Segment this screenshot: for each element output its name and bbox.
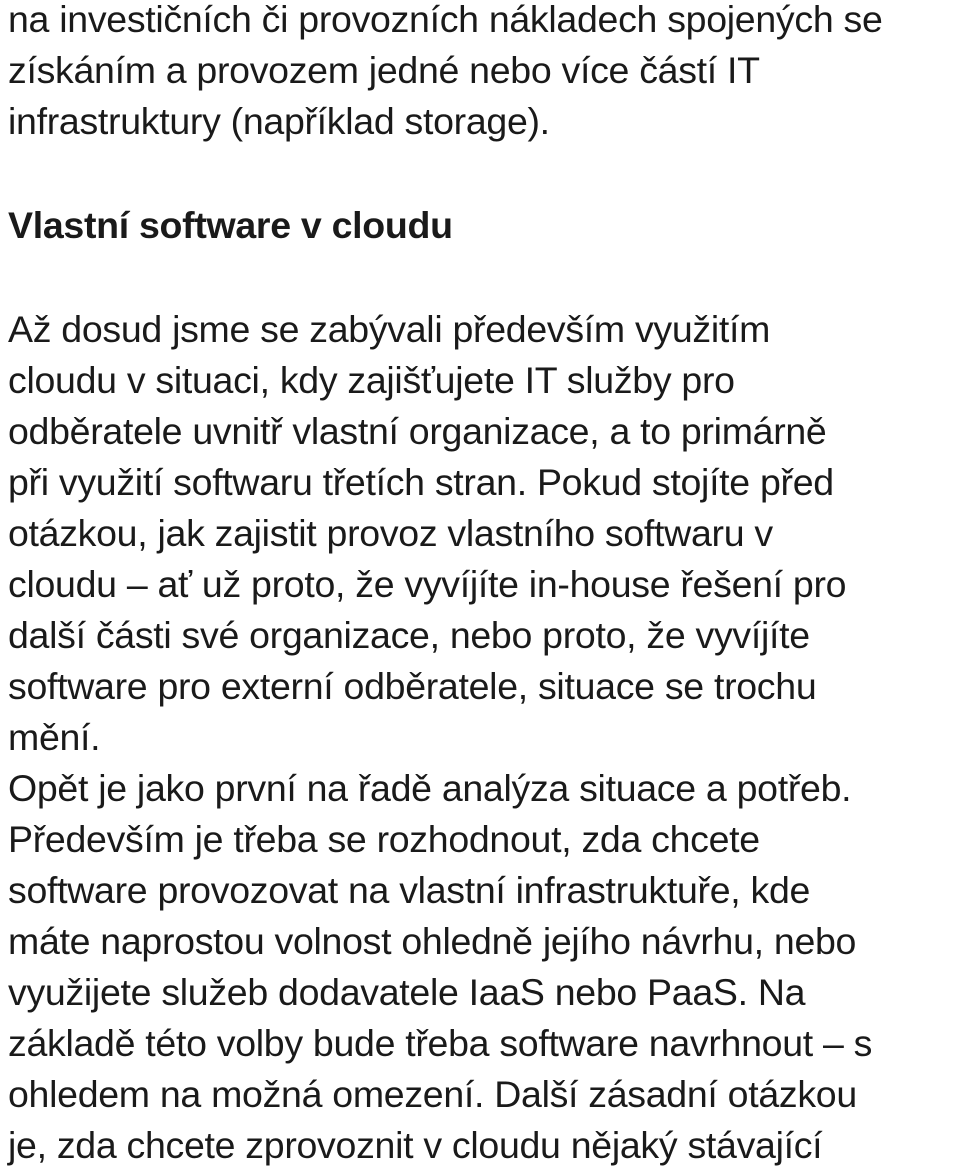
- text-line: otázkou, jak zajistit provoz vlastního softwaru v: [8, 512, 773, 554]
- text-line: odběratele uvnitř vlastní organizace, a to primárně: [8, 410, 827, 452]
- text-line: software pro externí odběratele, situace se trochu: [8, 665, 817, 707]
- text-line: základě této volby bude třeba software navrhnout – s: [8, 1022, 873, 1064]
- text-line: cloudu v situaci, kdy zajišťujete IT služby pro: [8, 359, 735, 401]
- text-line: využijete služeb dodavatele IaaS nebo PaaS. Na: [8, 971, 806, 1013]
- text-line: ohledem na možná omezení. Další zásadní otázkou: [8, 1073, 857, 1115]
- text-line: mění.: [8, 716, 101, 758]
- text-line: získáním a provozem jedné nebo více částí IT: [8, 49, 760, 91]
- text-line: Opět je jako první na řadě analýza situace a potřeb.: [8, 767, 852, 809]
- text-line: cloudu – ať už proto, že vyvíjíte in-house řešení pro: [8, 563, 847, 605]
- text-line: Především je třeba se rozhodnout, zda chcete: [8, 818, 760, 860]
- body-text: [8, 304, 952, 1171]
- section-heading: Vlastní software v cloudu: [8, 204, 453, 246]
- text-line: infrastruktury (například storage).: [8, 100, 550, 142]
- text-line: při využití softwaru třetích stran. Pokud stojíte před: [8, 461, 834, 503]
- text-line: je, zda chcete zprovoznit v cloudu nějaký stávající: [8, 1124, 823, 1166]
- text-line: máte naprostou volnost ohledně jejího návrhu, nebo: [8, 920, 857, 962]
- text-line: další části své organizace, nebo proto, že vyvíjíte: [8, 614, 810, 656]
- text-line: Až dosud jsme se zabývali především využitím: [8, 308, 771, 350]
- text-line: na investičních či provozních nákladech spojených se: [8, 0, 883, 40]
- text-line: software provozovat na vlastní infrastruktuře, kde: [8, 869, 811, 911]
- intro-paragraph: [8, 0, 952, 147]
